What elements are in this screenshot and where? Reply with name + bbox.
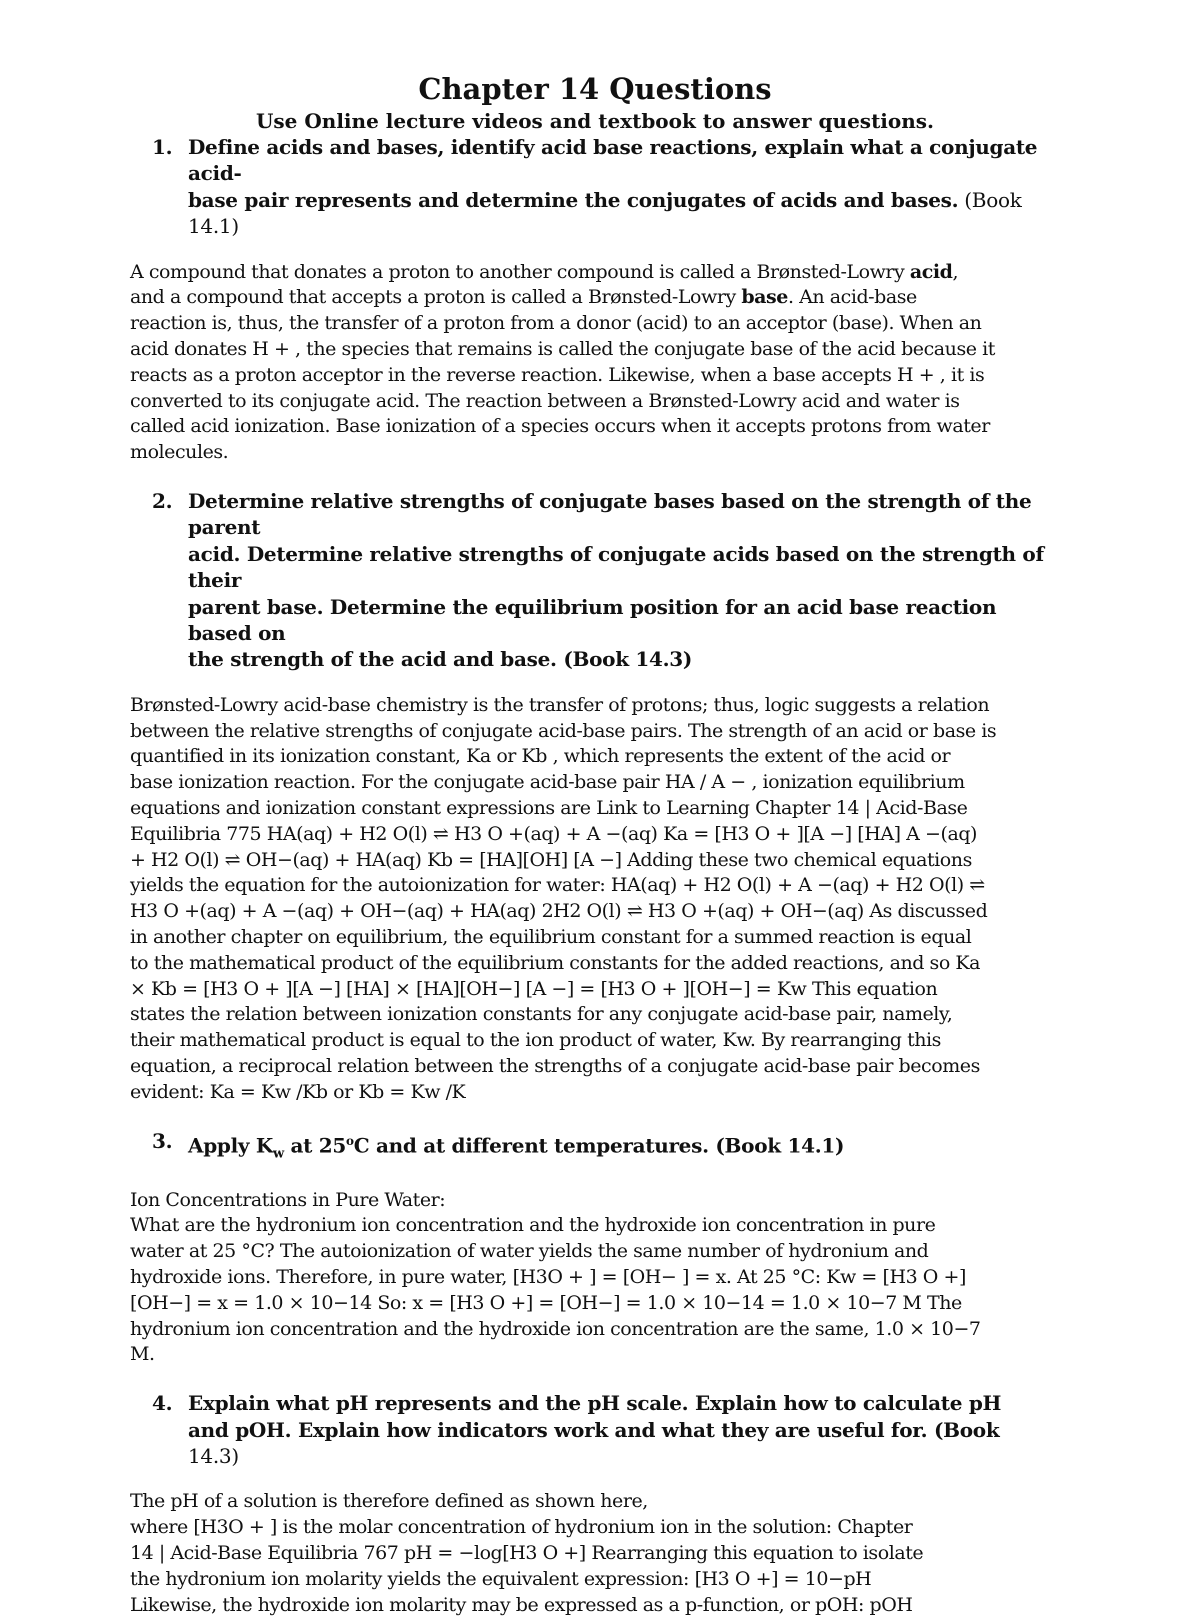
book-reference: (Book 14.1) <box>188 187 1022 239</box>
question-text: Define acids and bases, identify acid base reactions, explain what a conjugate acid- base pair represents and determine the conjugates of acids and bases. (Book 14.1) <box>188 135 1038 239</box>
question-4 <box>130 1390 1060 1469</box>
document-page <box>130 70 1060 1618</box>
page-subtitle: Use Online lecture videos and textbook to answer questions. <box>255 109 935 133</box>
question-1 <box>130 134 1060 240</box>
answer-4: The pH of a solution is therefore defined as shown here, where [H3O + ] is the molar concentration of hydronium ion in the solution: Chapter 14 | Acid-Base Equilibria 767 pH = −log[H3 O +] Rearranging this equation to isolate the hydronium ion molarity yields the equivalent expression: [H3 O +] = 10−pH Likewise, the hydroxide ion molarity may be expressed as a p-function, or pOH: pOH <box>130 1490 924 1616</box>
question-number: 1. <box>152 135 173 159</box>
question-2 <box>130 488 1060 673</box>
question-text: Apply $K_w$ at 25$^o$C and at different temperatures. (Book 14.1) <box>188 1133 845 1162</box>
answer-2: Brønsted-Lowry acid-base chemistry is the transfer of protons; thus, logic suggests a relation between the relative strengths of conjugate acid-base pairs. The strength of an acid or base is quantified in its ionization constant, Ka or Kb , which represents the extent of the acid or base ionization reaction. For the conjugate acid-base pair HA / A − , ionization equilibrium equations and ionization constant expressions are Link to Learning Chapter 14 | Acid-Base Equilibria 775 HA(aq) + H2 O(l) ⇌ H3 O +(aq) + A −(aq) Ka = [H3 O + ][A −] [HA] A −(aq) + H2 O(l) ⇌ OH−(aq) + HA(aq) Kb = [HA][OH] [A −] Adding these two chemical equations yields the equation for the autoionization for water: HA(aq) + H2 O(l) + A −(aq) + H2 O(l) ⇌ H3 O +(aq) + A −(aq) + OH−(aq) + HA(aq) 2H2 O(l) ⇌ H3 O +(aq) + OH−(aq) As discussed in another chapter on equilibrium, the equilibrium constant for a summed reaction is equal to the mathematical product of the equilibrium constants for the added reactions, and so Ka × Kb = [H3 O + ][A −] [HA] × [HA][OH−] [A −] = [H3 O + ][OH−] = Kw This equation states the relation between ionization constants for any conjugate acid-base pair, namely, their mathematical product is equal to the ion product of water, Kw. By rearranging this equation, a reciprocal relation between the strengths of a conjugate acid-base pair becomes evident: Ka = Kw /Kb or Kb = Kw /K <box>130 693 997 1103</box>
question-text: Explain what pH represents and the pH scale. Explain how to calculate pH and pOH. Explain how indicators work and what they are useful for. (Book 14.3) <box>188 1391 1002 1469</box>
question-3 <box>130 1128 1060 1168</box>
page-title: Chapter 14 Questions <box>418 72 772 106</box>
question-number: 2. <box>152 489 173 513</box>
question-number: 3. <box>152 1128 173 1153</box>
question-text: Determine relative strengths of conjugate bases based on the strength of the parent acid. Determine relative strengths of conjugate acids based on the strength of their parent base. Determine the equilibrium position for an acid base reaction based on the strength of the acid and base. (Book 14.3) <box>188 489 1044 672</box>
answer-1: A compound that donates a proton to another compound is called a Brønsted-Lowry acid, and a compound that accepts a proton is called a Brønsted-Lowry base. An acid-base reaction is, thus, the transfer of a proton from a donor (acid) to an acceptor (base). When an acid donates H + , the species that remains is called the conjugate base of the acid because it reacts as a proton acceptor in the reverse reaction. Likewise, when a base accepts H + , it is converted to its conjugate acid. The reaction between a Brønsted-Lowry acid and water is called acid ionization. Base ionization of a species occurs when it accepts protons from water molecules. <box>130 260 995 464</box>
question-number: 4. <box>152 1391 173 1416</box>
answer-3: Ion Concentrations in Pure Water: What are the hydronium ion concentration and the hydroxide ion concentration in pure water at 25 °C? The autoionization of water yields the same number of hydronium and hydroxide ions. Therefore, in pure water, [H3O + ] = [OH− ] = x. At 25 °C: Kw = [H3 O +] [OH−] = x = 1.0 × 10−14 So: x = [H3 O +] = [OH−] = 1.0 × 10−14 = 1.0 × 10−7 M The hydronium ion concentration and the hydroxide ion concentration are the same, 1.0 × 10−7 M. <box>130 1188 981 1366</box>
